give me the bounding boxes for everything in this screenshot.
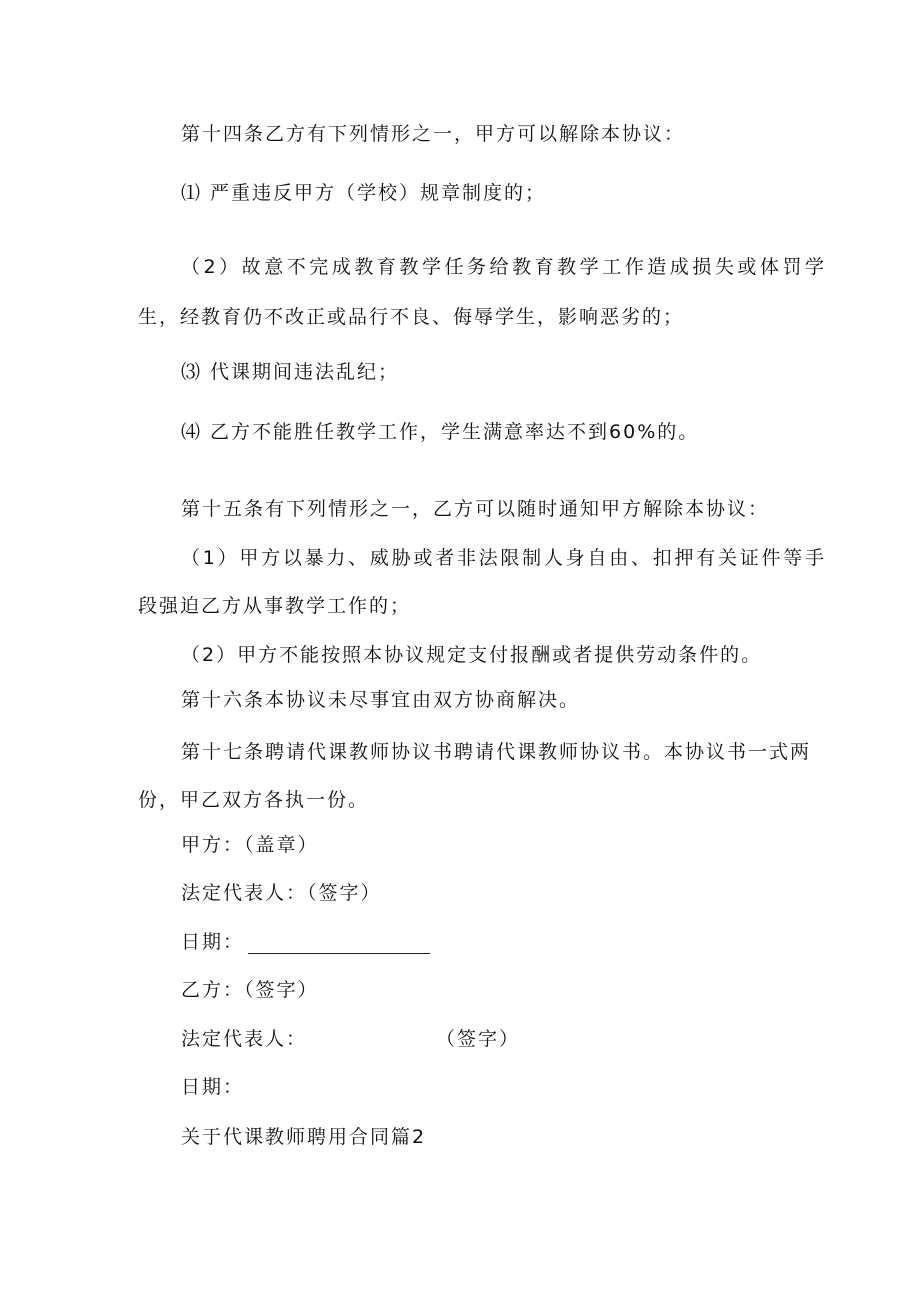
party-b-sign: 乙方：（签字）	[181, 979, 319, 1001]
article-14-item-2-line-2: 生，经教育仍不改正或品行不良、侮辱学生，影响恶劣的；	[138, 306, 685, 328]
article-15-item-2: （2）甲方不能按照本协议规定支付报酬或者提供劳动条件的。	[181, 644, 763, 666]
legal-rep-b-label: 法定代表人：	[181, 1028, 308, 1050]
article-14-item-3: ⑶ 代课期间违法乱纪；	[181, 361, 400, 383]
next-section-title: 关于代课教师聘用合同篇2	[181, 1126, 427, 1148]
article-14-item-1: ⑴ 严重违反甲方（学校）规章制度的；	[181, 182, 547, 204]
article-16: 第十六条本协议未尽事宜由双方协商解决。	[181, 689, 581, 711]
article-15-heading: 第十五条有下列情形之一，乙方可以随时通知甲方解除本协议：	[181, 498, 770, 520]
article-15-item-1-line-2: 段强迫乙方从事教学工作的；	[138, 595, 412, 617]
article-14-heading: 第十四条乙方有下列情形之一，甲方可以解除本协议：	[181, 123, 686, 145]
article-14-item-2-line-1: （2）故意不完成教育教学任务给教育教学工作造成损失或体罚学	[181, 256, 826, 278]
date-a-row	[181, 930, 430, 954]
legal-rep-b-sign: （签字）	[436, 1028, 521, 1050]
article-17-line-1: 第十七条聘请代课教师协议书聘请代课教师协议书。本协议书一式两	[181, 741, 812, 763]
date-a-blank-line	[248, 933, 430, 954]
legal-rep-a: 法定代表人：（签字）	[181, 882, 382, 904]
date-b-label: 日期：	[181, 1076, 245, 1098]
date-a-label: 日期：	[181, 931, 245, 953]
article-14-item-4: ⑷ 乙方不能胜任教学工作，学生满意率达不到60%的。	[181, 421, 700, 443]
article-17-line-2: 份，甲乙双方各执一份。	[138, 789, 370, 811]
article-15-item-1-line-1: （1）甲方以暴力、威胁或者非法限制人身自由、扣押有关证件等手	[181, 547, 826, 569]
party-a-seal: 甲方：（盖章）	[181, 834, 319, 856]
